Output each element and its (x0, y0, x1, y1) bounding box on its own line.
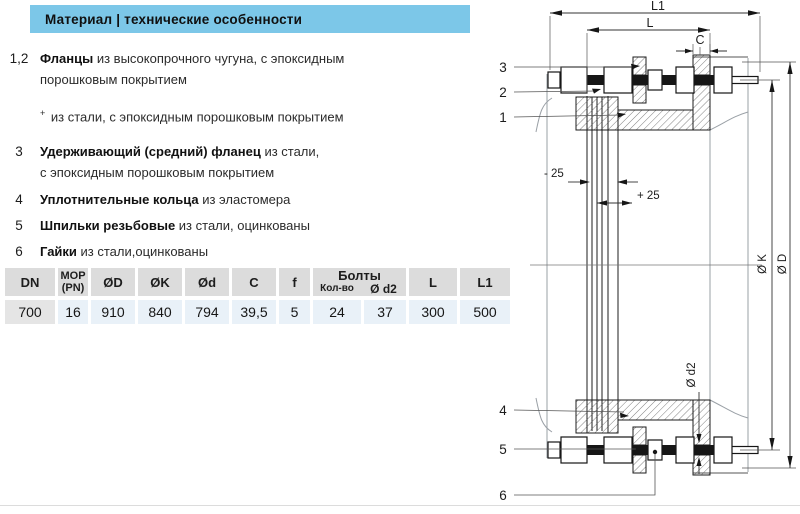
col-mop: MOP (PN) (58, 268, 88, 296)
cell-l1: 500 (460, 300, 510, 324)
materials-list (6, 48, 478, 262)
cell-dn: 700 (5, 300, 55, 324)
label-OD: Ø D (777, 253, 789, 275)
dimension-plus25 (597, 190, 660, 206)
label-L1: L1 (651, 0, 665, 13)
table-row (5, 300, 510, 324)
label-OK: Ø K (757, 254, 769, 274)
bottom-stud-assembly (548, 437, 758, 463)
cell-ok: 840 (138, 300, 182, 324)
cell-mop: 16 (58, 300, 88, 324)
list-item (6, 241, 478, 262)
item-text: Шпильки резьбовые из стали, оцинкованы (40, 218, 310, 234)
col-dn: DN (5, 268, 55, 296)
table-header-row (5, 268, 510, 296)
plus-mark: + (40, 108, 46, 118)
callout-numbers (499, 60, 507, 503)
col-ok: ØK (138, 268, 182, 296)
list-item (6, 141, 478, 162)
item-number: 3 (15, 144, 23, 160)
page-title: Материал | технические особенности (45, 11, 303, 27)
cell-bolts-qty: 24 (313, 300, 361, 324)
callout-1: 1 (499, 110, 507, 125)
item-text-line2: порошковым покрытием (40, 72, 187, 87)
list-item (40, 103, 478, 127)
cell-l: 300 (409, 300, 457, 324)
col-l: L (409, 268, 457, 296)
callout-5: 5 (499, 442, 507, 457)
label-Od2: Ø d2 (686, 362, 698, 388)
col-c: C (232, 268, 276, 296)
item-text: из стали, с эпоксидным порошковым покрытием (47, 109, 344, 125)
label-plus25: + 25 (637, 190, 660, 202)
section-header-bar (30, 5, 470, 33)
item-text: Гайки из стали,оцинкованы (40, 244, 209, 260)
dimension-L1 (550, 0, 760, 72)
callout-6: 6 (499, 488, 507, 503)
item-text: Уплотнительные кольца из эластомера (40, 192, 291, 208)
item-number: 4 (15, 192, 23, 208)
col-odd: Ød (185, 268, 229, 296)
col-bolts-d2: Ø d2 (370, 282, 397, 296)
col-od: ØD (91, 268, 135, 296)
dimension-minus25 (544, 168, 638, 185)
item-text: Фланцы из высокопрочного чугуна, с эпоксидным (40, 51, 345, 66)
middle-plate-lines (587, 96, 618, 433)
col-f: f (279, 268, 310, 296)
cell-od: 910 (91, 300, 135, 324)
spec-table (2, 264, 513, 328)
top-stud-assembly (548, 67, 758, 93)
col-bolts-qty: Кол-во (320, 283, 354, 294)
technical-drawing (490, 0, 800, 509)
label-L: L (646, 16, 654, 30)
item-number: 1,2 (9, 51, 29, 66)
col-l1: L1 (460, 268, 510, 296)
coupling-section-drawing (490, 0, 800, 509)
item-text: Удерживающий (средний) фланец из стали, (40, 144, 320, 160)
callout-2: 2 (499, 85, 507, 100)
list-item (6, 215, 478, 236)
dimension-C (676, 33, 727, 55)
cell-odd: 794 (185, 300, 229, 324)
item-number: 5 (15, 218, 23, 234)
callout-4: 4 (499, 403, 507, 418)
item-number: 6 (15, 244, 23, 260)
label-C: C (695, 33, 705, 47)
list-item (6, 189, 478, 210)
col-bolts: Болты Кол-во Ø d2 (313, 268, 406, 296)
page-divider (0, 505, 800, 506)
label-minus25: - 25 (544, 168, 564, 180)
cell-f: 5 (279, 300, 310, 324)
item-text-line2: с эпоксидным порошковым покрытием (40, 165, 275, 181)
list-item (6, 48, 478, 69)
cell-bolts-d2: 37 (364, 300, 406, 324)
cell-c: 39,5 (232, 300, 276, 324)
callout-3: 3 (499, 60, 507, 75)
